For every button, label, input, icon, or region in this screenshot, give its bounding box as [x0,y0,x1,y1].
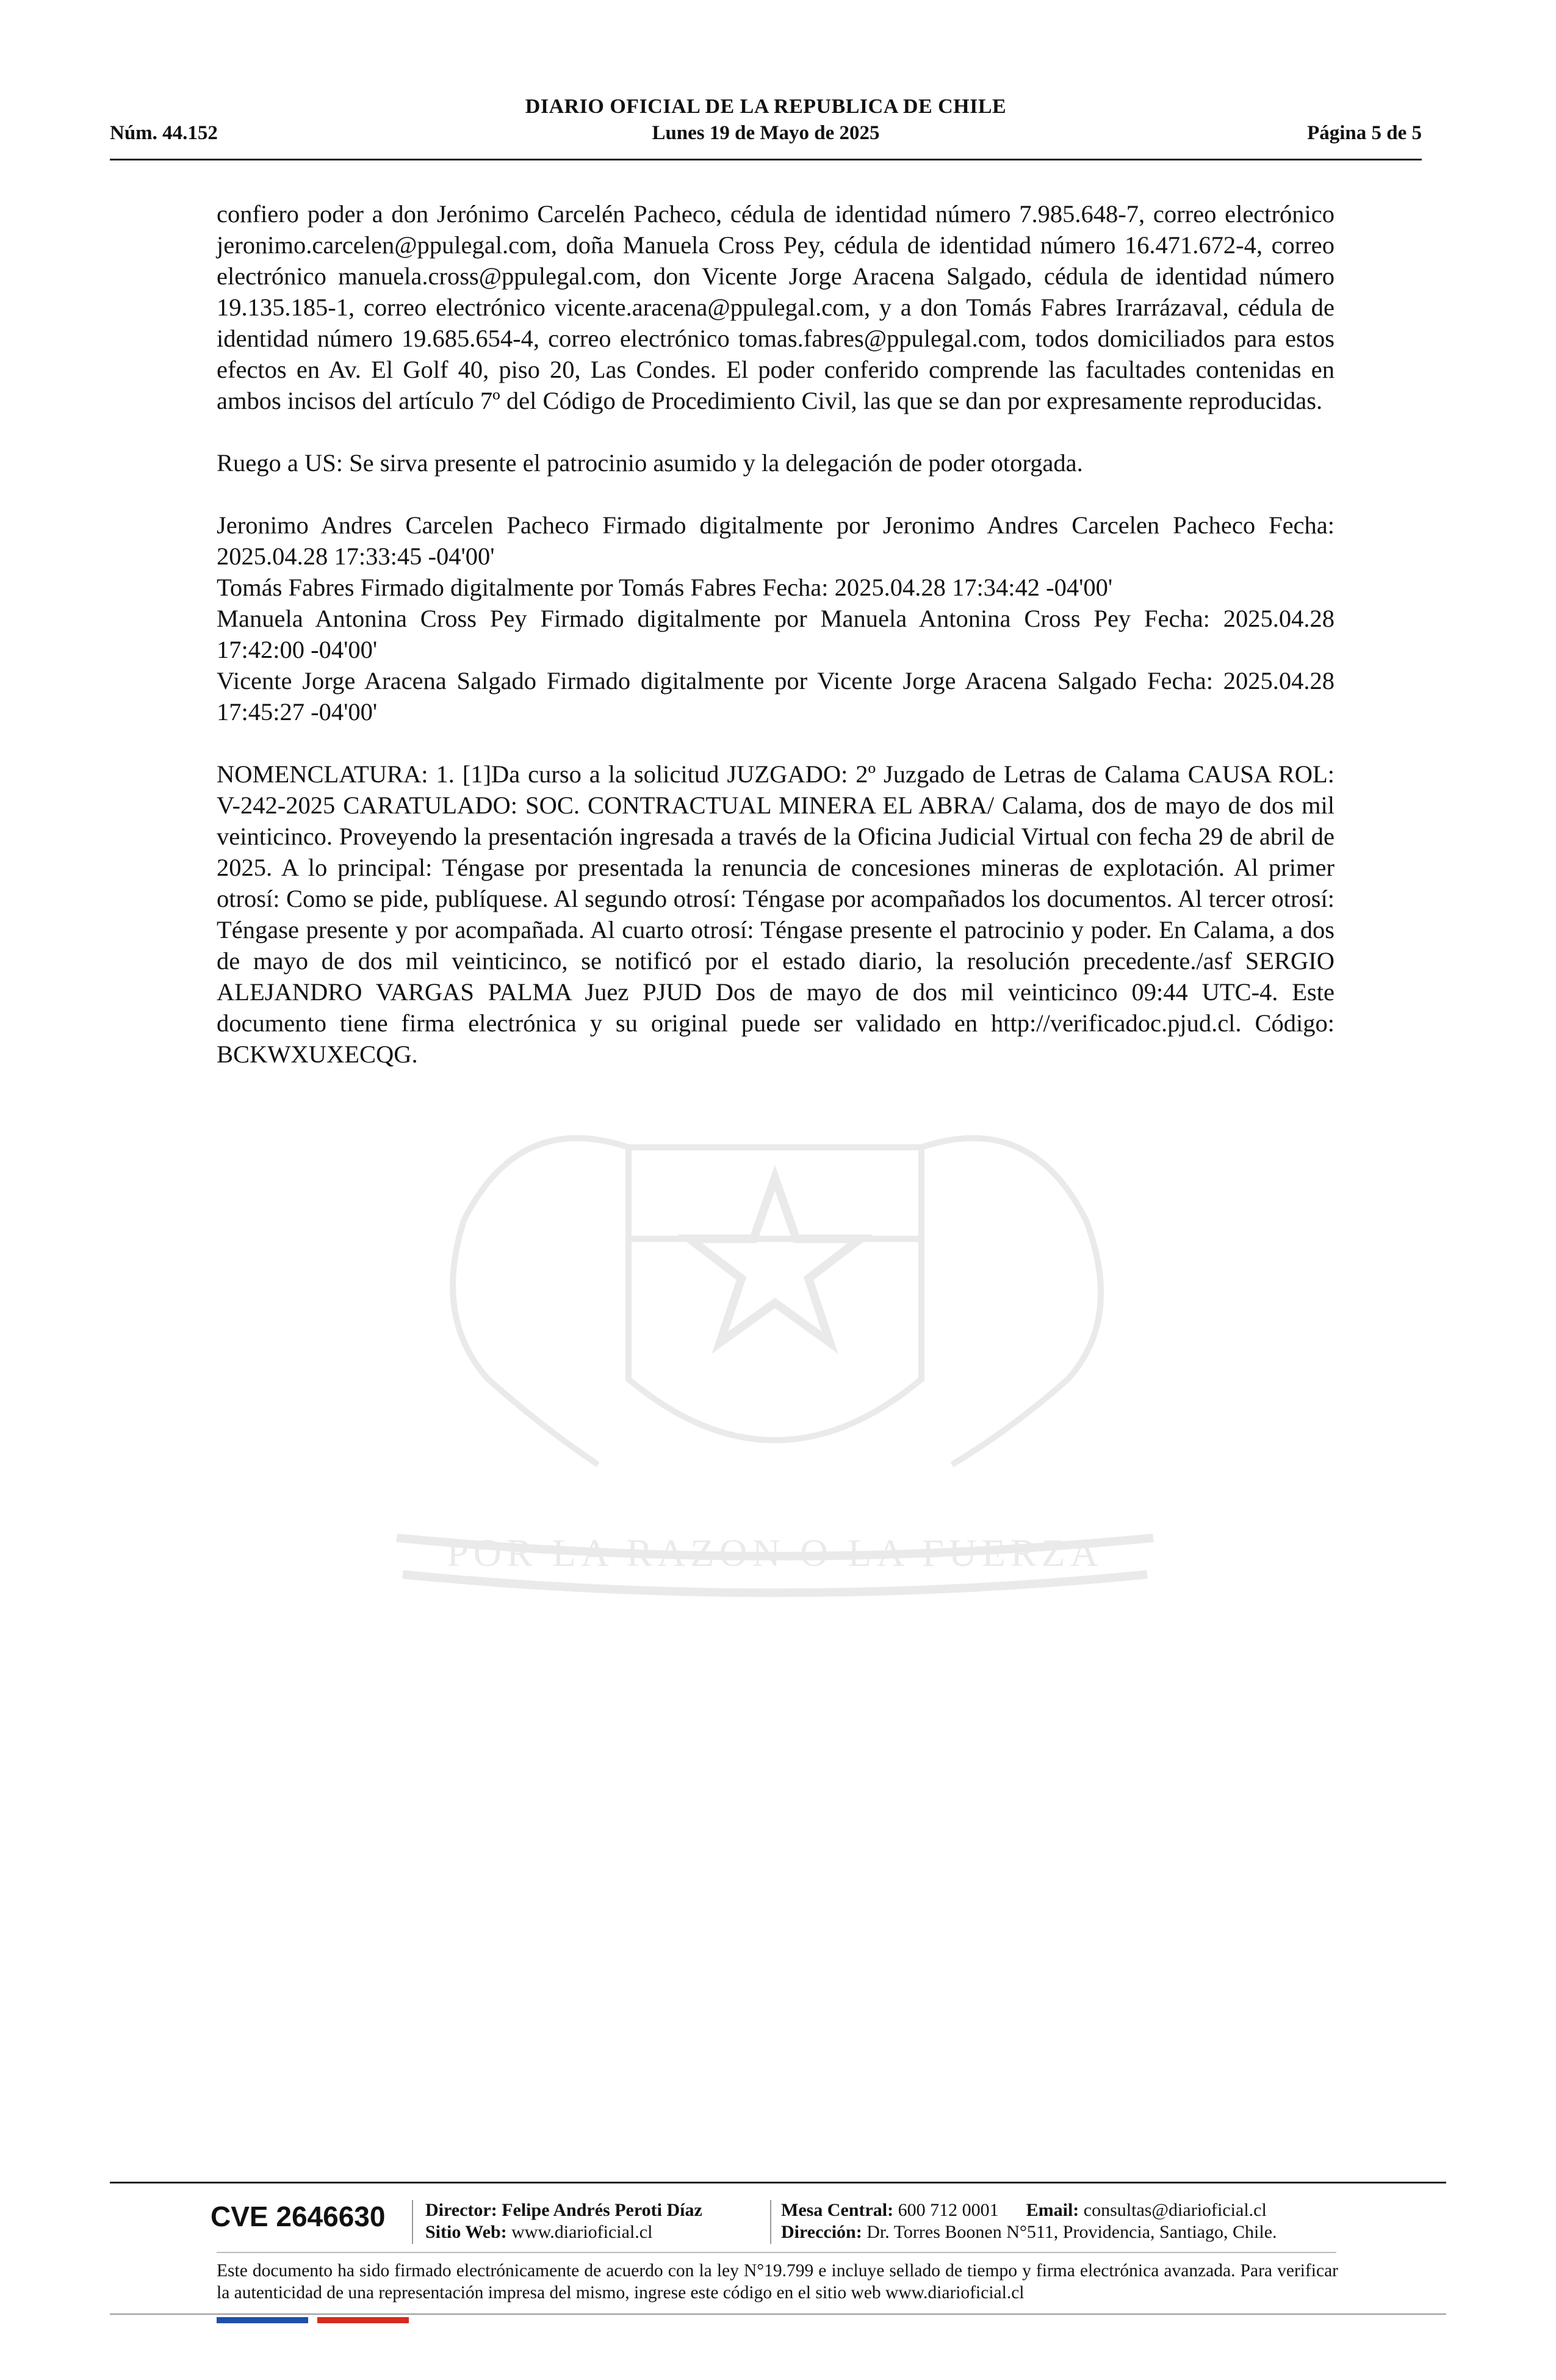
mesa-phone: 600 712 0001 [898,2200,999,2220]
address-line [781,2222,1277,2243]
flag-stripe-red [317,2317,409,2323]
shield-outline [629,1147,921,1440]
legal-notice: Este documento ha sido firmado electrónicamente de acuerdo con la ley N°19.799 e incluye sellado de tiempo y firma electrónica avanzada. Para verificar la autenticidad de una representación impresa del mismo, ingrese este código en el sitio web www.diarioficial.cl [217,2261,1338,2302]
paragraph-power: confiero poder a don Jerónimo Carcelén Pacheco, cédula de identidad número 7.985.648-7, correo electrónico jeronimo.carcelen@ppulegal.com, doña Manuela Cross Pey, cédula de identidad número 16.471.672-4, correo electrónico manuela.cross@ppulegal.com, don Vicente Jorge Aracena Salgado, cédula de identidad número 19.135.185-1, correo electrónico vicente.aracena@ppulegal.com, y a don Tomás Fabres Irarrázaval, cédula de identidad número 19.685.654-4, correo electrónico tomas.fabres@ppulegal.com, todos domiciliados para estos efectos en Av. El Golf 40, piso 20, Las Condes. El poder conferido comprende las facultades contenidas en ambos incisos del artículo 7º del Código de Procedimiento Civil, las que se dan por expresamente reproducidas. [217,200,1334,414]
signature-line: Manuela Antonina Cross Pey Firmado digitalmente por Manuela Antonina Cross Pey Fecha: 2025.04.28 17:42:00 -04'00' [217,605,1334,663]
document-body [217,198,1334,1101]
coat-of-arms-watermark [201,1037,1349,1672]
cve-code: CVE 2646630 [211,2201,386,2232]
footer-separator [770,2200,771,2244]
mesa-label: Mesa Central: [781,2200,894,2220]
website-link[interactable]: www.diarioficial.cl [511,2222,653,2242]
issue-date: Lunes 19 de Mayo de 2025 [652,122,880,144]
footer-separator [412,2200,413,2244]
director-line [425,2200,702,2221]
paragraph-request: Ruego a US: Se sirva presente el patrocinio asumido y la delegación de poder otorgada. [217,449,1083,477]
signature-line: Jeronimo Andres Carcelen Pacheco Firmado digitalmente por Jeronimo Andres Carcelen Pacheco Fecha: 2025.04.28 17:33:45 -04'00' [217,511,1334,570]
contact-line [781,2200,1267,2221]
page-number: Página 5 de 5 [1307,122,1422,144]
footer-divider [110,2182,1446,2183]
flag-stripe [217,2317,409,2323]
signature-line: Vicente Jorge Aracena Salgado Firmado digitalmente por Vicente Jorge Aracena Salgado Fecha: 2025.04.28 17:45:27 -04'00' [217,667,1334,726]
page-header [110,92,1422,160]
footer-divider [110,2313,1446,2315]
email-label: Email: [1026,2200,1079,2220]
website-line [425,2222,652,2243]
issue-number: Núm. 44.152 [110,122,218,144]
flag-stripe-white [308,2317,317,2323]
footer-divider [217,2252,1336,2253]
website-label: Sitio Web: [425,2222,507,2242]
motto-watermark: POR LA RAZON O LA FUERZA [447,1531,1103,1574]
address-label: Dirección: [781,2222,862,2242]
paragraph-nomenclatura: NOMENCLATURA: 1. [1]Da curso a la solicitud JUZGADO: 2º Juzgado de Letras de Calama CAUSA ROL: V-242-2025 CARATULADO: SOC. CONTRACTUAL MINERA EL ABRA/ Calama, dos de mayo de dos mil veinticinco. Proveyendo la presentación ingresada a través de la Oficina Judicial Virtual con fecha 29 de abril de 2025. A lo principal: Téngase por presentada la renuncia de concesiones mineras de explotación. Al primer otrosí: Como se pide, publíquese. Al segundo otrosí: Téngase por acompañados los documentos. Al tercer otrosí: Téngase presente y por acompañada. Al cuarto otrosí: Téngase presente el patrocinio y poder. En Calama, a dos de mayo de dos mil veinticinco, se notificó por el estado diario, la resolución precedente./asf SERGIO ALEJANDRO VARGAS PALMA Juez PJUD Dos de mayo de dos mil veinticinco 09:44 UTC-4. Este documento tiene firma electrónica y su original puede ser validado en http://verificadoc.pjud.cl. Código: BCKWXUXECQG. [217,760,1334,1068]
email-link[interactable]: consultas@diarioficial.cl [1083,2200,1267,2220]
address-value: Dr. Torres Boonen N°511, Providencia, Santiago, Chile. [866,2222,1277,2242]
signature-line: Tomás Fabres Firmado digitalmente por Tomás Fabres Fecha: 2025.04.28 17:34:42 -04'00' [217,574,1113,601]
director-name: Felipe Andrés Peroti Díaz [502,2200,702,2220]
newspaper-title: DIARIO OFICIAL DE LA REPUBLICA DE CHILE [525,95,1007,118]
flag-stripe-blue [217,2317,308,2323]
director-label: Director: [425,2200,497,2220]
